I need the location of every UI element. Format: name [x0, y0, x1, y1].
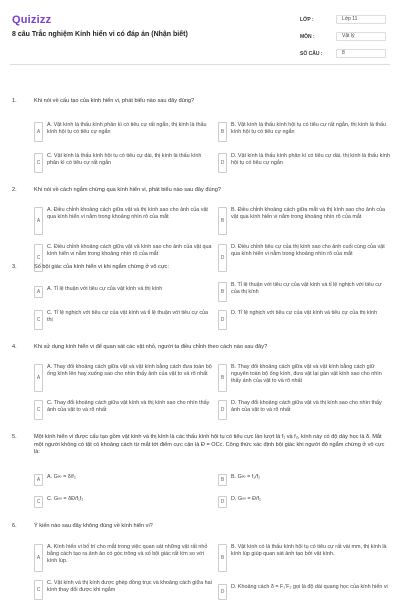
option-text: D. Điều chỉnh tiêu cự của thị kính sao cho ảnh cuối cùng của vật qua kính hiển vi nằm trong khoảng nhìn rõ của mắt: [231, 244, 385, 258]
option-text: B. Tỉ lệ thuận với tiêu cự của vật kính và tỉ lệ nghịch với tiêu cự của thị kính: [231, 282, 382, 296]
meta-panel: [300, 15, 386, 66]
option-5d[interactable]: [218, 496, 390, 508]
option-letter: C: [34, 496, 43, 508]
option-text: C. Thay đổi khoảng cách giữa vật kính và thị kính sao cho nhìn thấy ảnh của vật to và rõ nhất: [47, 400, 210, 414]
question-number: 5.: [12, 434, 17, 440]
option-6b[interactable]: [218, 544, 390, 572]
page-title: 8 câu Trắc nghiệm Kính hiển vi có đáp án (Nhận biết): [12, 31, 188, 38]
option-letter: B: [218, 282, 227, 302]
option-text: C. G∞ = δĐ/f₁f₂: [47, 496, 84, 502]
option-text: A. Thay đổi khoảng cách giữa vật và vật kính bằng cách đưa toàn bộ ống kính lên hay xuống sao cho nhìn thấy ảnh của vật to và rõ nhất: [47, 364, 212, 378]
option-6d[interactable]: [218, 584, 390, 600]
option-letter: C: [34, 153, 43, 173]
option-letter: B: [218, 474, 227, 486]
question-text: Khi sử dụng kính hiển vi để quan sát các vật nhỏ, người ta điều chỉnh theo cách nào sau đây?: [34, 344, 268, 350]
option-letter: B: [218, 207, 227, 235]
option-letter: A: [34, 474, 43, 486]
option-1c[interactable]: [34, 153, 212, 173]
option-3d[interactable]: [218, 310, 390, 330]
option-text: D. Tỉ lệ nghịch với tiêu cự của vật kính và tiêu cự của thị kính: [231, 310, 378, 316]
option-letter: B: [218, 122, 227, 142]
question-number: 2.: [12, 187, 17, 193]
meta-value: Lớp 11: [336, 15, 386, 24]
option-text: A. Vật kính là thấu kính phân kì có tiêu cự rất ngắn, thị kính là thấu kính hội tụ có tiêu cự ngắn: [47, 122, 207, 136]
option-5b[interactable]: [218, 474, 390, 486]
option-letter: D: [218, 400, 227, 420]
option-letter: B: [218, 544, 227, 572]
option-1d[interactable]: [218, 153, 390, 173]
option-2a[interactable]: [34, 207, 212, 235]
option-2b[interactable]: [218, 207, 390, 235]
meta-row-count: [300, 49, 386, 58]
option-text: A. Kính hiển vi bố trí cho mắt trong việc quan sát những vật rất nhỏ bằng cách tạo ra ảnh ảo có góc trông và số bội giác rất lớn so với kính lúp.: [47, 544, 208, 565]
option-text: A. Tỉ lệ thuận với tiêu cự của vật kính và thị kính: [47, 286, 163, 292]
option-4a[interactable]: [34, 364, 212, 392]
option-text: D. Khoảng cách δ = F₁′F₂ gọi là độ dài quang học của kính hiển vi: [231, 584, 388, 590]
option-letter: D: [218, 496, 227, 508]
meta-row-subject: [300, 32, 386, 41]
logo: Quizizz: [12, 14, 52, 26]
option-letter: D: [218, 153, 227, 173]
question-text: Một kính hiển vi được cấu tạo gồm vật kính và thị kính là các thấu kính hội tụ có tiêu cực lần lượt là f₁ và f₂, kính này có độ dày học là δ. Mắt một người không có tật có khoảng cách từ mắt tới điểm cực cận là Đ = OCc. Công thức xác định bội giác khi người đó ngắm chừng ở vô cực là:: [34, 434, 385, 455]
option-text: B. Thay đổi khoảng cách giữa vật và vật kính bằng cách giữ nguyên toàn bộ ống kính, đưa vật lại gần vật kính sao cho nhìn thấy ảnh của vật to và rõ nhất: [231, 364, 382, 385]
option-1a[interactable]: [34, 122, 212, 142]
option-letter: A: [34, 207, 43, 235]
option-letter: A: [34, 364, 43, 392]
option-text: C. Điều chỉnh khoảng cách giữa vật và kính sao cho ảnh của vật qua kính hiển vi nằm trong khoảng nhìn rõ của mắt: [47, 244, 212, 258]
option-4b[interactable]: [218, 364, 390, 392]
option-letter: C: [34, 310, 43, 330]
question-number: 6.: [12, 523, 17, 529]
option-letter: C: [34, 244, 43, 272]
question-text: Khi nói về cách ngắm chừng qua kính hiển vi, phát biểu nào sau đây đúng?: [34, 187, 221, 193]
option-text: B. Vật kính có là thấu kính hội tụ có tiêu cự rất vài mm, thị kính là kính lúp giúp quan sát ảnh tạo bởi vật kính.: [231, 544, 387, 558]
meta-row-grade: [300, 15, 386, 24]
option-letter: D: [218, 244, 227, 272]
option-letter: B: [218, 364, 227, 392]
question-text: Khi nói về cấu tạo của kính hiển vi, phát biểu nào sau đây đúng?: [34, 98, 195, 104]
question-text: Số bội giác của kính hiển vi khi ngắm chừng ở vô cực:: [34, 264, 169, 270]
option-6a[interactable]: [34, 544, 212, 572]
meta-key: LỚP :: [300, 16, 314, 23]
meta-value: Vật lý: [336, 32, 386, 41]
option-text: A. Điều chỉnh khoảng cách giữa vật và thị kính sao cho ảnh của vật qua kính hiển vi nằm trong khoảng nhìn rõ của mắt: [47, 207, 208, 221]
option-5c[interactable]: [34, 496, 212, 508]
option-letter: A: [34, 544, 43, 572]
option-text: D. Thay đổi khoảng cách giữa vật và thị kính sao cho nhìn thấy ảnh của vật to và rõ nhất: [231, 400, 382, 414]
option-3b[interactable]: [218, 282, 390, 302]
question-number: 1.: [12, 98, 17, 104]
option-text: B. G∞ = f₁/f₂: [231, 474, 261, 480]
option-letter: A: [34, 286, 43, 298]
meta-key: MÔN :: [300, 33, 315, 40]
option-letter: D: [218, 584, 227, 600]
option-3c[interactable]: [34, 310, 212, 330]
option-5a[interactable]: [34, 474, 212, 486]
option-letter: C: [34, 400, 43, 420]
meta-value: 8: [336, 49, 386, 58]
option-text: A. G∞ = δ/f₂: [47, 474, 76, 480]
option-text: B. Điều chỉnh khoảng cách giữa mắt và thị kính sao cho ảnh của vật qua kính hiển vi nằm trong khoảng nhìn rõ của mắt: [231, 207, 386, 221]
option-text: D. Vật kính là thấu kính phân kì có tiêu cự dài, thị kính là thấu kính hội tụ có tiêu cự ngắn: [231, 153, 390, 167]
question-text: Ý kiến nào sau đây không đúng về kính hiển vi?: [34, 523, 153, 529]
question-number: 3.: [12, 264, 17, 270]
option-text: C. Tỉ lệ nghịch với tiêu cự của vật kính và tỉ lệ thuận với tiêu cự của thị: [47, 310, 209, 324]
meta-key: SỐ CÂU :: [300, 50, 323, 57]
option-letter: A: [34, 122, 43, 142]
option-1b[interactable]: [218, 122, 390, 142]
option-text: C. Vật kính là thấu kính hội tụ có tiêu cự dài, thị kính là thấu kính phân kì có tiêu cự rất ngắn: [47, 153, 202, 167]
option-6c[interactable]: [34, 580, 212, 600]
option-4d[interactable]: [218, 400, 390, 420]
option-letter: C: [34, 580, 43, 600]
option-text: B. Vật kính là thấu kính hội tụ có tiêu cự rất ngắn, thị kính là thấu kính hội tụ có tiêu cự ngắn: [231, 122, 386, 136]
option-letter: D: [218, 310, 227, 330]
option-text: D. G∞ = Đ/f₂: [231, 496, 262, 502]
option-3a[interactable]: [34, 286, 212, 298]
question-number: 4.: [12, 344, 17, 350]
option-text: C. Vật kính và thị kính được ghép đồng trục và khoảng cách giữa hai kính thay đổi được khi ngắm: [47, 580, 212, 594]
header-divider: [10, 64, 390, 65]
option-4c[interactable]: [34, 400, 212, 420]
